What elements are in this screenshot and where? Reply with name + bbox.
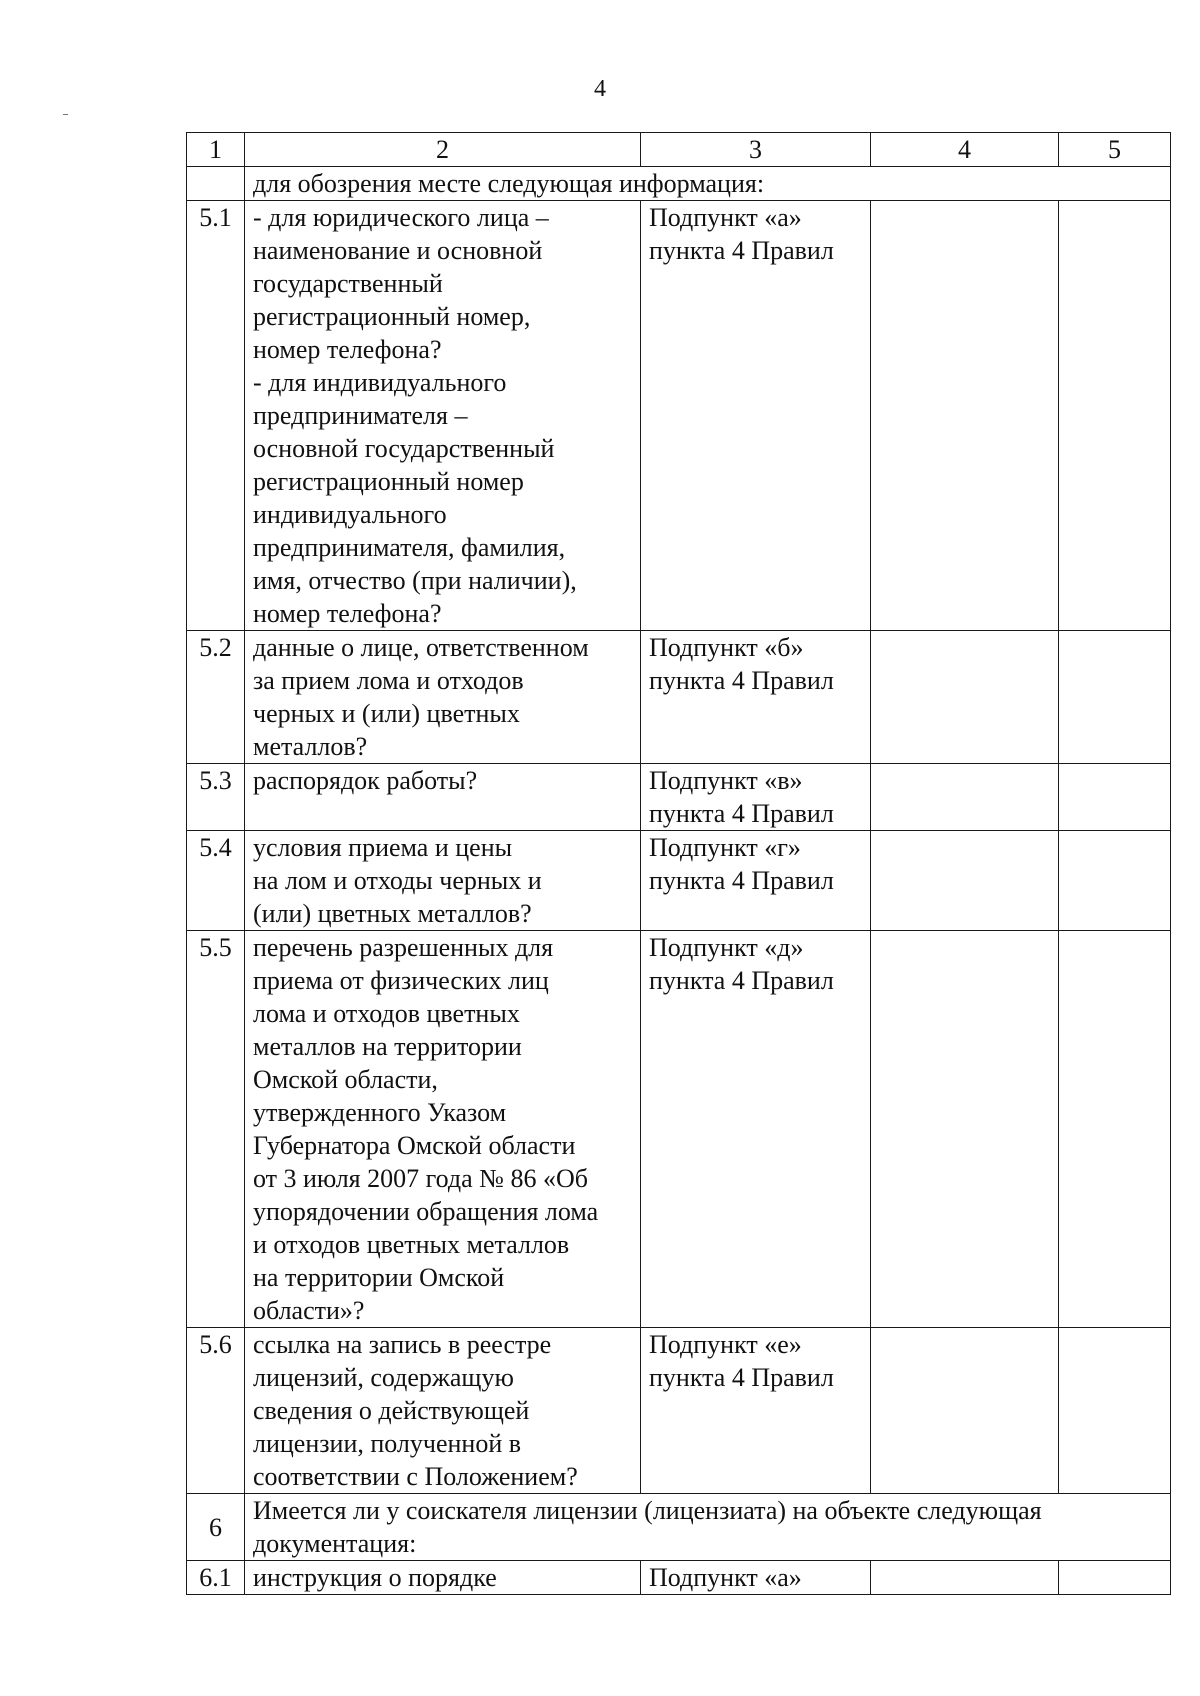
note-cell <box>1059 931 1171 1328</box>
item-reference: Подпункт «а» <box>641 1561 871 1595</box>
page-number: 4 <box>594 76 606 102</box>
item-number: 6.1 <box>187 1561 245 1595</box>
continuation-text: для обозрения месте следующая информация: <box>245 167 1171 201</box>
table-row <box>187 1328 1171 1494</box>
section-row <box>187 1494 1171 1561</box>
item-question: перечень разрешенных для приема от физических лиц лома и отходов цветных металлов на территории Омской области, утвержденного Указом Губернатора Омской области от 3 июля 2007 года № 86 «Об упорядочении обращения лома и отходов цветных металлов на территории Омской области»? <box>245 931 641 1328</box>
section-title: Имеется ли у соискателя лицензии (лицензиата) на объекте следующая документация: <box>245 1494 1171 1561</box>
item-number: 5.5 <box>187 931 245 1328</box>
item-question: ссылка на запись в реестре лицензий, содержащую сведения о действующей лицензии, полученной в соответствии с Положением? <box>245 1328 641 1494</box>
column-number-row <box>187 133 1171 167</box>
item-reference: Подпункт «в» пункта 4 Правил <box>641 764 871 831</box>
item-number: 5.3 <box>187 764 245 831</box>
column-header-1: 1 <box>187 133 245 167</box>
note-cell <box>1059 631 1171 764</box>
column-header-4: 4 <box>871 133 1059 167</box>
table-row <box>187 831 1171 931</box>
answer-cell <box>871 931 1059 1328</box>
answer-cell <box>871 201 1059 631</box>
table-row <box>187 631 1171 764</box>
item-reference: Подпункт «б» пункта 4 Правил <box>641 631 871 764</box>
item-reference: Подпункт «д» пункта 4 Правил <box>641 931 871 1328</box>
table-row <box>187 764 1171 831</box>
note-cell <box>1059 201 1171 631</box>
table-row <box>187 1561 1171 1595</box>
answer-cell <box>871 631 1059 764</box>
continuation-row <box>187 167 1171 201</box>
column-header-2: 2 <box>245 133 641 167</box>
note-cell <box>1059 831 1171 931</box>
column-header-5: 5 <box>1059 133 1171 167</box>
item-question: инструкция о порядке <box>245 1561 641 1595</box>
note-cell <box>1059 764 1171 831</box>
item-question: - для юридического лица – наименование и основной государственный регистрационный номер, номер телефона? - для индивидуального предпринимателя – основной государственный регистрационный номер индивидуального предпринимателя, фамилия, имя, отчество (при наличии), номер телефона? <box>245 201 641 631</box>
item-number: 5.4 <box>187 831 245 931</box>
item-reference: Подпункт «е» пункта 4 Правил <box>641 1328 871 1494</box>
table-row <box>187 201 1171 631</box>
item-number: 5.6 <box>187 1328 245 1494</box>
checklist-table <box>186 132 1171 1595</box>
note-cell <box>1059 1328 1171 1494</box>
section-number: 6 <box>187 1494 245 1561</box>
table-row <box>187 931 1171 1328</box>
item-question: данные о лице, ответственном за прием лома и отходов черных и (или) цветных металлов? <box>245 631 641 764</box>
item-question: условия приема и цены на лом и отходы черных и (или) цветных металлов? <box>245 831 641 931</box>
item-question: распорядок работы? <box>245 764 641 831</box>
column-header-3: 3 <box>641 133 871 167</box>
answer-cell <box>871 764 1059 831</box>
note-cell <box>1059 1561 1171 1595</box>
item-number: 5.2 <box>187 631 245 764</box>
item-number: 5.1 <box>187 201 245 631</box>
item-reference: Подпункт «г» пункта 4 Правил <box>641 831 871 931</box>
scan-mark <box>63 114 68 115</box>
answer-cell <box>871 1328 1059 1494</box>
answer-cell <box>871 831 1059 931</box>
item-reference: Подпункт «а» пункта 4 Правил <box>641 201 871 631</box>
answer-cell <box>871 1561 1059 1595</box>
empty-cell <box>187 167 245 201</box>
